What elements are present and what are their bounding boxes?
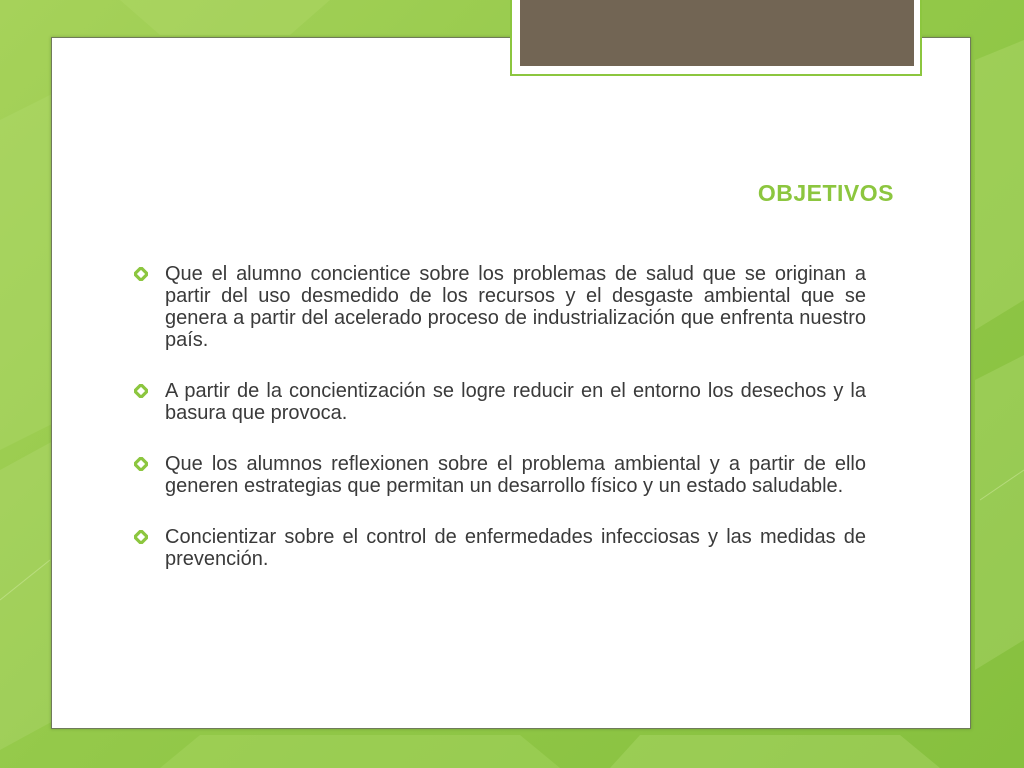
list-item <box>134 453 866 497</box>
list-item <box>134 526 866 570</box>
bullet-text: Concientizar sobre el control de enfermedades infecciosas y las medidas de prevención. <box>165 526 866 570</box>
hollow-square-bullet-icon <box>134 457 148 471</box>
hollow-square-bullet-icon <box>134 530 148 544</box>
bullet-text: Que el alumno concientice sobre los problemas de salud que se originan a partir del uso desmedido de los recursos y el desgaste ambiental que se genera a partir del acelerado proceso de industrialización que enfrenta nuestro país. <box>165 263 866 351</box>
slide-title: OBJETIVOS <box>757 180 894 206</box>
bullet-text: A partir de la concientización se logre reducir en el entorno los desechos y la basura que provoca. <box>165 380 866 424</box>
bullet-text: Que los alumnos reflexionen sobre el problema ambiental y a partir de ello generen estrategias que permitan un desarrollo físico y un estado saludable. <box>165 453 866 497</box>
list-item <box>134 380 866 424</box>
hollow-square-bullet-icon <box>134 384 148 398</box>
header-accent-bar <box>520 0 914 66</box>
hollow-square-bullet-icon <box>134 267 148 281</box>
objectives-list <box>134 263 866 599</box>
list-item <box>134 263 866 351</box>
